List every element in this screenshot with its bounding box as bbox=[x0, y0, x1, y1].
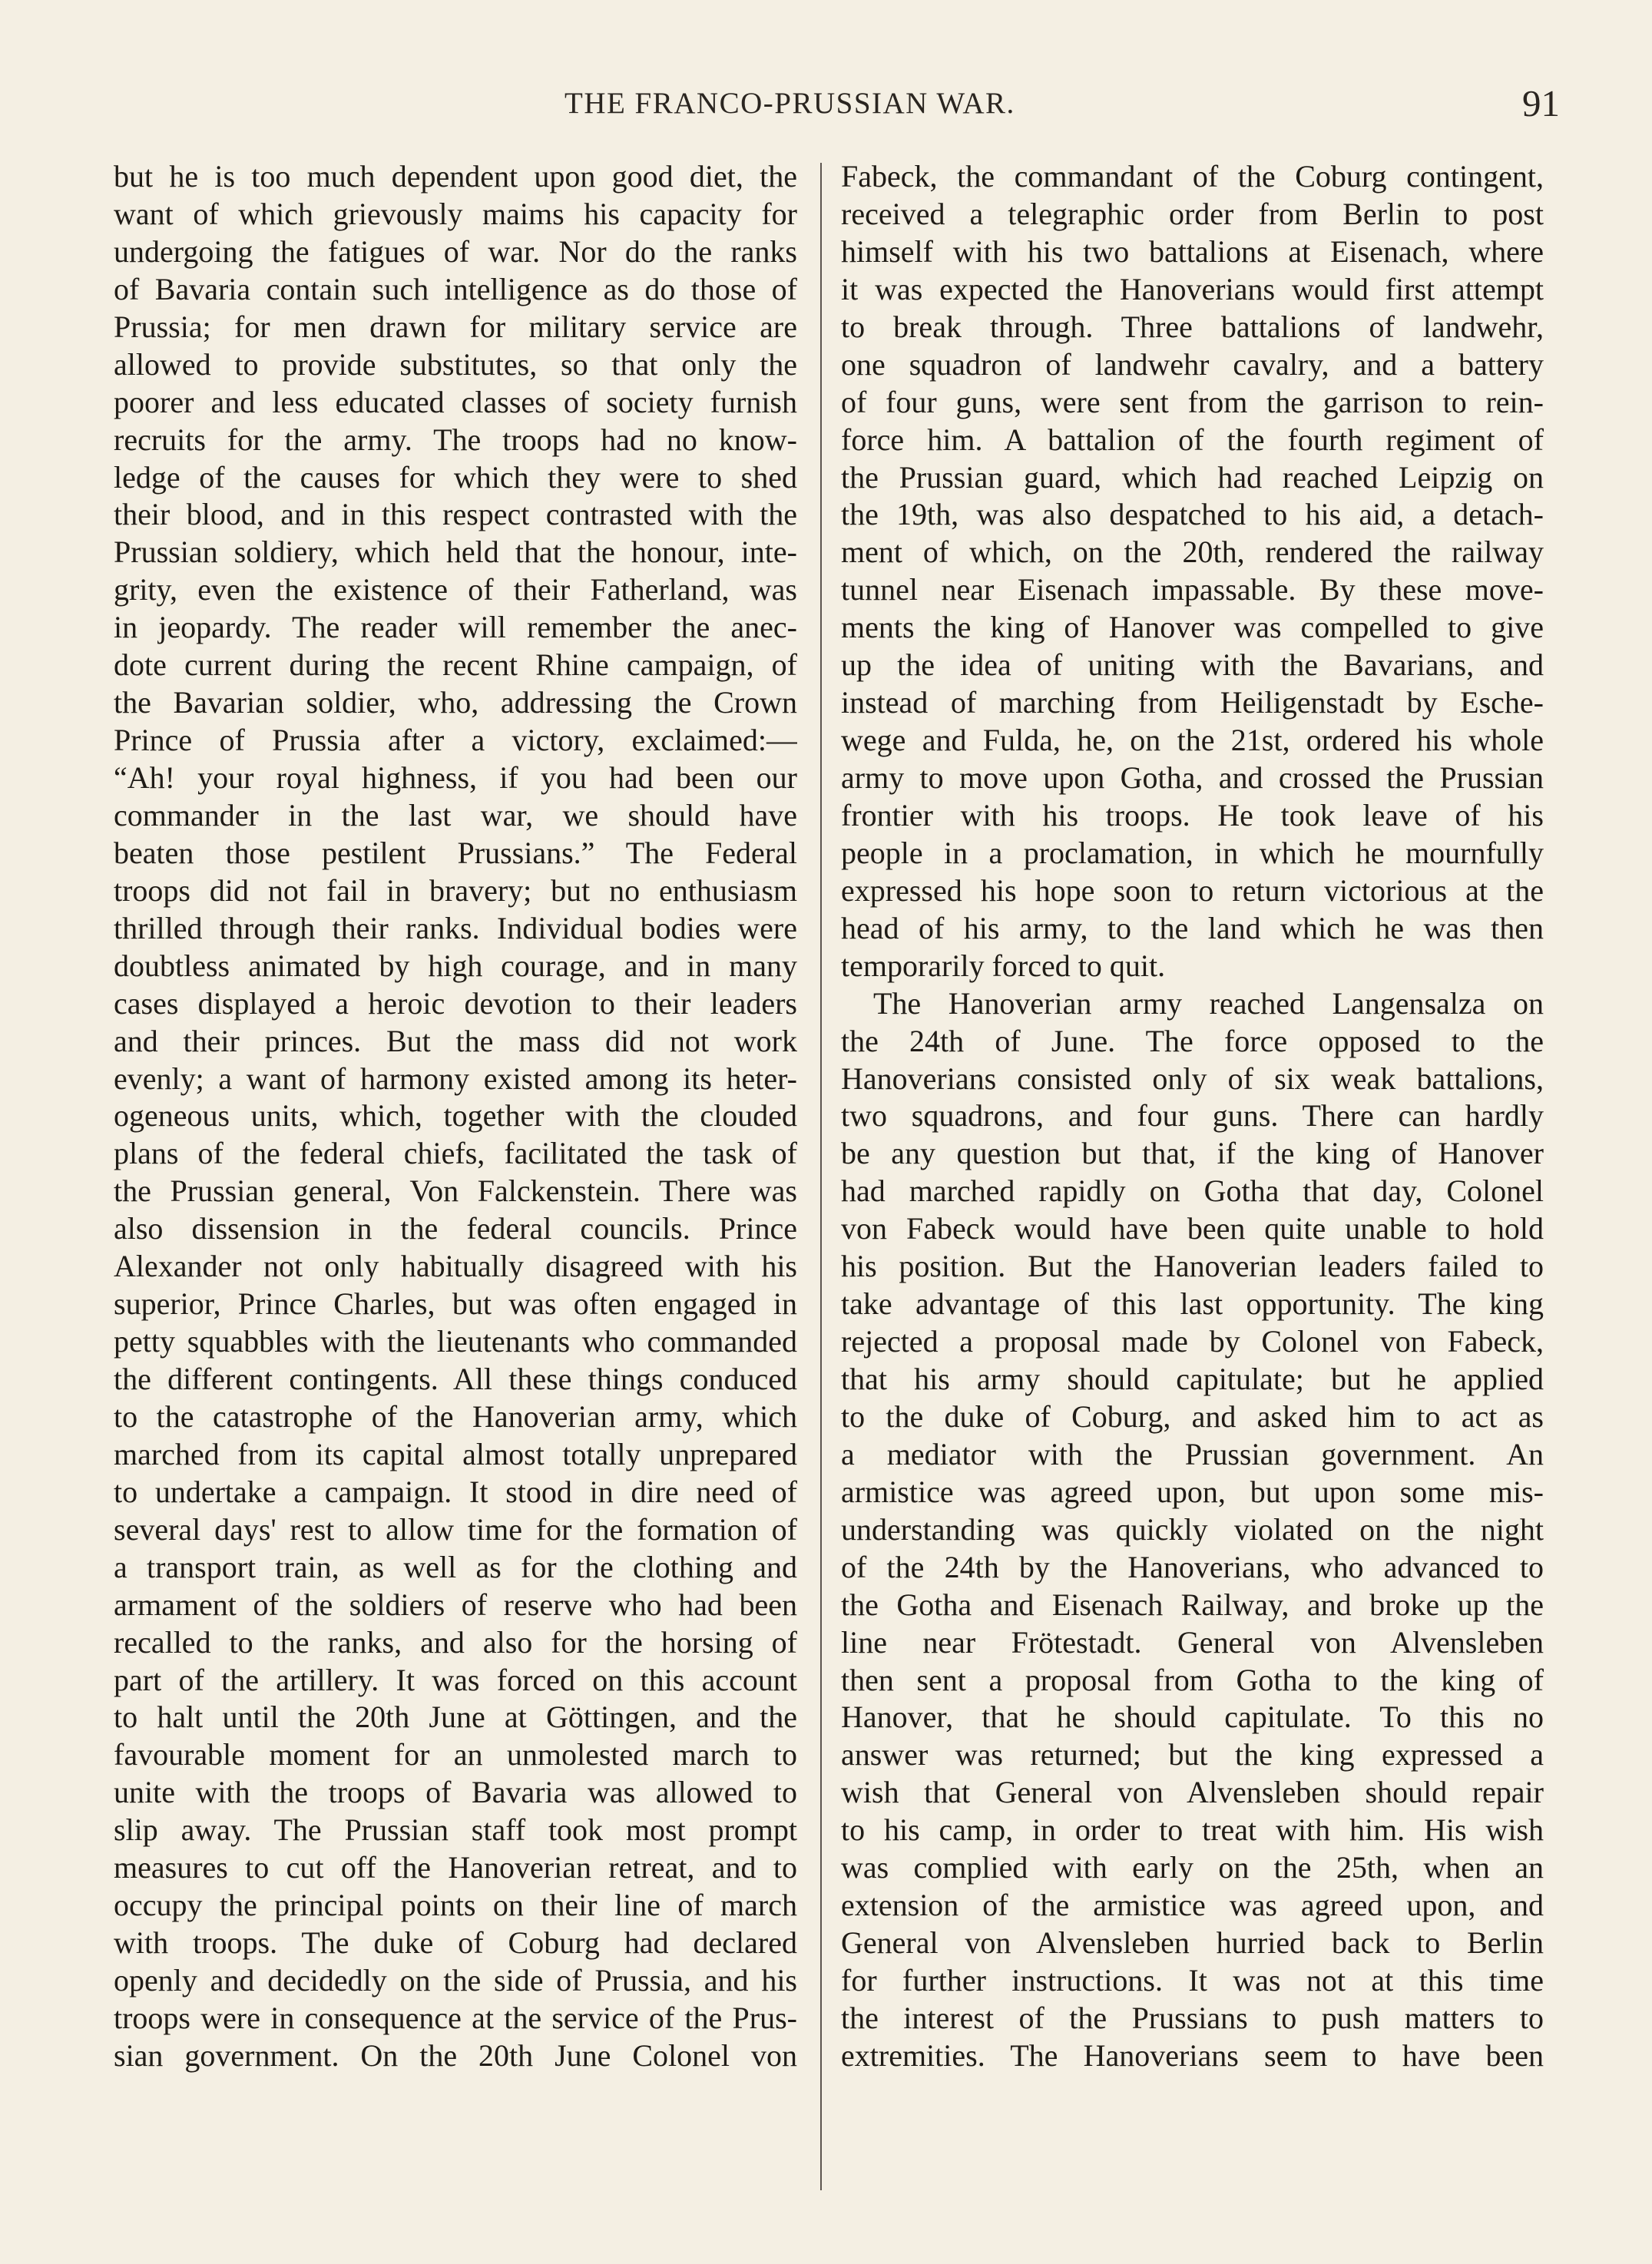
text-line: was complied with early on the 25th, when an bbox=[841, 1850, 1544, 1885]
text-line: but he is too much dependent upon good diet, the bbox=[114, 159, 797, 194]
text-line: to the duke of Coburg, and asked him to act as bbox=[841, 1398, 1544, 1434]
text-line: people in a proclamation, in which he mournfully bbox=[841, 835, 1544, 870]
text-line: to break through. Three battalions of landwehr, bbox=[841, 309, 1544, 344]
text-line: Alexander not only habitually disagreed with his bbox=[114, 1249, 797, 1284]
text-line: expressed his hope soon to return victorious at the bbox=[841, 872, 1544, 908]
text-line: several days' rest to allow time for the formation of bbox=[114, 1511, 797, 1547]
text-line: the different contingents. All these things conduced bbox=[114, 1362, 797, 1396]
text-line: temporarily forced to quit. bbox=[841, 948, 1166, 983]
text-line: troops did not fail in bravery; but no enthusiasm bbox=[114, 872, 797, 908]
text-line: wish that General von Alvensleben should repair bbox=[841, 1775, 1544, 1810]
text-line: Prince of Prussia after a victory, exclaimed:— bbox=[114, 723, 797, 758]
text-line: ment of which, on the 20th, rendered the railway bbox=[841, 535, 1544, 570]
right-column bbox=[841, 158, 1544, 2075]
text-line: petty squabbles with the lieutenants who commanded bbox=[114, 1324, 797, 1359]
text-line: to the catastrophe of the Hanoverian army, which bbox=[114, 1398, 797, 1434]
text-line: line near Frötestadt. General von Alvensleben bbox=[841, 1624, 1544, 1660]
text-line: want of which grievously maims his capacity for bbox=[114, 196, 797, 231]
text-line: favourable moment for an unmolested march to bbox=[114, 1737, 797, 1772]
text-line: the Prussian guard, which had reached Leipzig on bbox=[841, 459, 1544, 495]
left-column bbox=[114, 158, 797, 2075]
text-line: frontier with his troops. He took leave of his bbox=[841, 797, 1544, 832]
text-line: of the 24th by the Hanoverians, who advanced to bbox=[841, 1549, 1544, 1584]
text-line: in jeopardy. The reader will remember the anec- bbox=[114, 610, 797, 645]
text-line: unite with the troops of Bavaria was allowed to bbox=[114, 1775, 797, 1810]
text-line: poorer and less educated classes of society furnish bbox=[114, 384, 797, 419]
text-line: himself with his two battalions at Eisenach, where bbox=[841, 233, 1544, 269]
text-line: the Prussian general, Von Falckenstein. There was bbox=[114, 1173, 797, 1209]
text-line: ments the king of Hanover was compelled to give bbox=[841, 610, 1544, 645]
text-line: head of his army, to the land which he was then bbox=[841, 910, 1544, 945]
text-line: to halt until the 20th June at Göttingen, and the bbox=[114, 1700, 797, 1735]
text-line: be any question but that, if the king of Hanover bbox=[841, 1136, 1544, 1171]
text-line: army to move upon Gotha, and crossed the Prussian bbox=[841, 760, 1544, 795]
text-line: commander in the last war, we should have bbox=[114, 797, 797, 832]
page-number: 91 bbox=[1522, 82, 1560, 124]
text-line: ledge of the causes for which they were to shed bbox=[114, 459, 797, 495]
text-line: plans of the federal chiefs, facilitated the task of bbox=[114, 1136, 797, 1171]
text-line: the 24th of June. The force opposed to the bbox=[841, 1023, 1544, 1058]
text-line: of four guns, were sent from the garrison to rein- bbox=[841, 384, 1544, 419]
text-line: then sent a proposal from Gotha to the king of bbox=[841, 1662, 1544, 1697]
text-line: take advantage of this last opportunity. The king bbox=[841, 1286, 1544, 1322]
text-line: two squadrons, and four guns. There can hardly bbox=[841, 1098, 1544, 1134]
text-line: part of the artillery. It was forced on this account bbox=[114, 1662, 797, 1697]
text-line: one squadron of landwehr cavalry, and a battery bbox=[841, 346, 1544, 382]
text-line: instead of marching from Heiligenstadt by Esche- bbox=[841, 685, 1544, 720]
text-line: his position. But the Hanoverian leaders failed to bbox=[841, 1249, 1544, 1284]
text-line: troops were in consequence at the service of the Prus- bbox=[114, 2000, 797, 2035]
text-line: had marched rapidly on Gotha that day, Colonel bbox=[841, 1173, 1544, 1209]
text-line: ogeneous units, which, together with the clouded bbox=[114, 1098, 797, 1134]
text-line: of Bavaria contain such intelligence as do those of bbox=[114, 271, 797, 306]
text-line: for further instructions. It was not at this time bbox=[841, 1963, 1544, 1998]
text-line: extremities. The Hanoverians seem to have been bbox=[841, 2037, 1544, 2073]
text-line: the Bavarian soldier, who, addressing the Crown bbox=[114, 685, 797, 720]
text-line: tunnel near Eisenach impassable. By these move- bbox=[841, 572, 1544, 607]
text-line: slip away. The Prussian staff took most prompt bbox=[114, 1812, 797, 1848]
text-line: answer was returned; but the king expressed a bbox=[841, 1737, 1544, 1772]
text-line: superior, Prince Charles, but was often engaged in bbox=[114, 1286, 797, 1322]
text-line: their blood, and in this respect contrasted with the bbox=[114, 497, 797, 532]
text-line: extension of the armistice was agreed upon, and bbox=[841, 1888, 1544, 1923]
text-line: the Gotha and Eisenach Railway, and broke up the bbox=[841, 1587, 1544, 1622]
text-line: sian government. On the 20th June Colonel von bbox=[114, 2037, 797, 2073]
text-line: to undertake a campaign. It stood in dire need of bbox=[114, 1474, 797, 1509]
text-line: wege and Fulda, he, on the 21st, ordered his whole bbox=[841, 723, 1544, 758]
text-line: doubtless animated by high courage, and in many bbox=[114, 948, 797, 983]
text-line: grity, even the existence of their Fatherland, was bbox=[114, 572, 797, 607]
column-divider bbox=[820, 163, 822, 2190]
text-line: and their princes. But the mass did not work bbox=[114, 1023, 797, 1058]
text-line: armament of the soldiers of reserve who had been bbox=[114, 1587, 797, 1622]
text-line: the interest of the Prussians to push matters to bbox=[841, 2000, 1544, 2035]
running-title: THE FRANCO-PRUSSIAN WAR. bbox=[564, 87, 1015, 120]
text-line: a mediator with the Prussian government. An bbox=[841, 1436, 1544, 1471]
text-line: recruits for the army. The troops had no know- bbox=[114, 422, 797, 457]
text-line: Prussian soldiery, which held that the honour, inte- bbox=[114, 535, 797, 570]
text-line: Fabeck, the commandant of the Coburg contingent, bbox=[841, 159, 1544, 194]
text-line: that his army should capitulate; but he applied bbox=[841, 1362, 1544, 1396]
text-line: General von Alvensleben hurried back to Berlin bbox=[841, 1925, 1544, 1961]
text-line: undergoing the fatigues of war. Nor do the ranks bbox=[114, 233, 797, 269]
text-line: Hanover, that he should capitulate. To this no bbox=[841, 1700, 1544, 1735]
text-line: beaten those pestilent Prussians.” The Federal bbox=[114, 835, 797, 870]
text-line: a transport train, as well as for the clothing and bbox=[114, 1549, 797, 1584]
text-line: understanding was quickly violated on the night bbox=[841, 1511, 1544, 1547]
text-line: The Hanoverian army reached Langensalza on bbox=[873, 985, 1544, 1021]
text-line: cases displayed a heroic devotion to their leaders bbox=[114, 985, 797, 1021]
text-line: marched from its capital almost totally unprepared bbox=[114, 1436, 797, 1471]
text-line: allowed to provide substitutes, so that only the bbox=[114, 346, 797, 382]
text-line: also dissension in the federal councils. Prince bbox=[114, 1211, 797, 1246]
text-line: Hanoverians consisted only of six weak battalions, bbox=[841, 1061, 1544, 1096]
text-line: “Ah! your royal highness, if you had been our bbox=[114, 760, 797, 795]
text-line: it was expected the Hanoverians would first attempt bbox=[841, 271, 1544, 306]
text-line: thrilled through their ranks. Individual bodies were bbox=[114, 910, 797, 945]
text-line: evenly; a want of harmony existed among its heter- bbox=[114, 1061, 797, 1096]
text-line: dote current during the recent Rhine campaign, of bbox=[114, 647, 797, 683]
text-line: up the idea of uniting with the Bavarians, and bbox=[841, 647, 1544, 683]
text-line: measures to cut off the Hanoverian retreat, and to bbox=[114, 1850, 797, 1885]
text-line: with troops. The duke of Coburg had declared bbox=[114, 1925, 797, 1961]
text-line: force him. A battalion of the fourth regiment of bbox=[841, 422, 1544, 457]
text-line: von Fabeck would have been quite unable to hold bbox=[841, 1211, 1544, 1246]
text-line: the 19th, was also despatched to his aid, a detach- bbox=[841, 497, 1544, 532]
text-line: openly and decidedly on the side of Prussia, and his bbox=[114, 1963, 797, 1998]
text-line: recalled to the ranks, and also for the horsing of bbox=[114, 1624, 797, 1660]
text-line: received a telegraphic order from Berlin to post bbox=[841, 196, 1544, 231]
text-line: occupy the principal points on their line of march bbox=[114, 1888, 797, 1923]
text-line: armistice was agreed upon, but upon some mis- bbox=[841, 1474, 1544, 1509]
text-line: Prussia; for men drawn for military service are bbox=[114, 309, 797, 344]
text-line: to his camp, in order to treat with him. His wish bbox=[841, 1812, 1544, 1848]
text-line: rejected a proposal made by Colonel von Fabeck, bbox=[841, 1324, 1544, 1359]
